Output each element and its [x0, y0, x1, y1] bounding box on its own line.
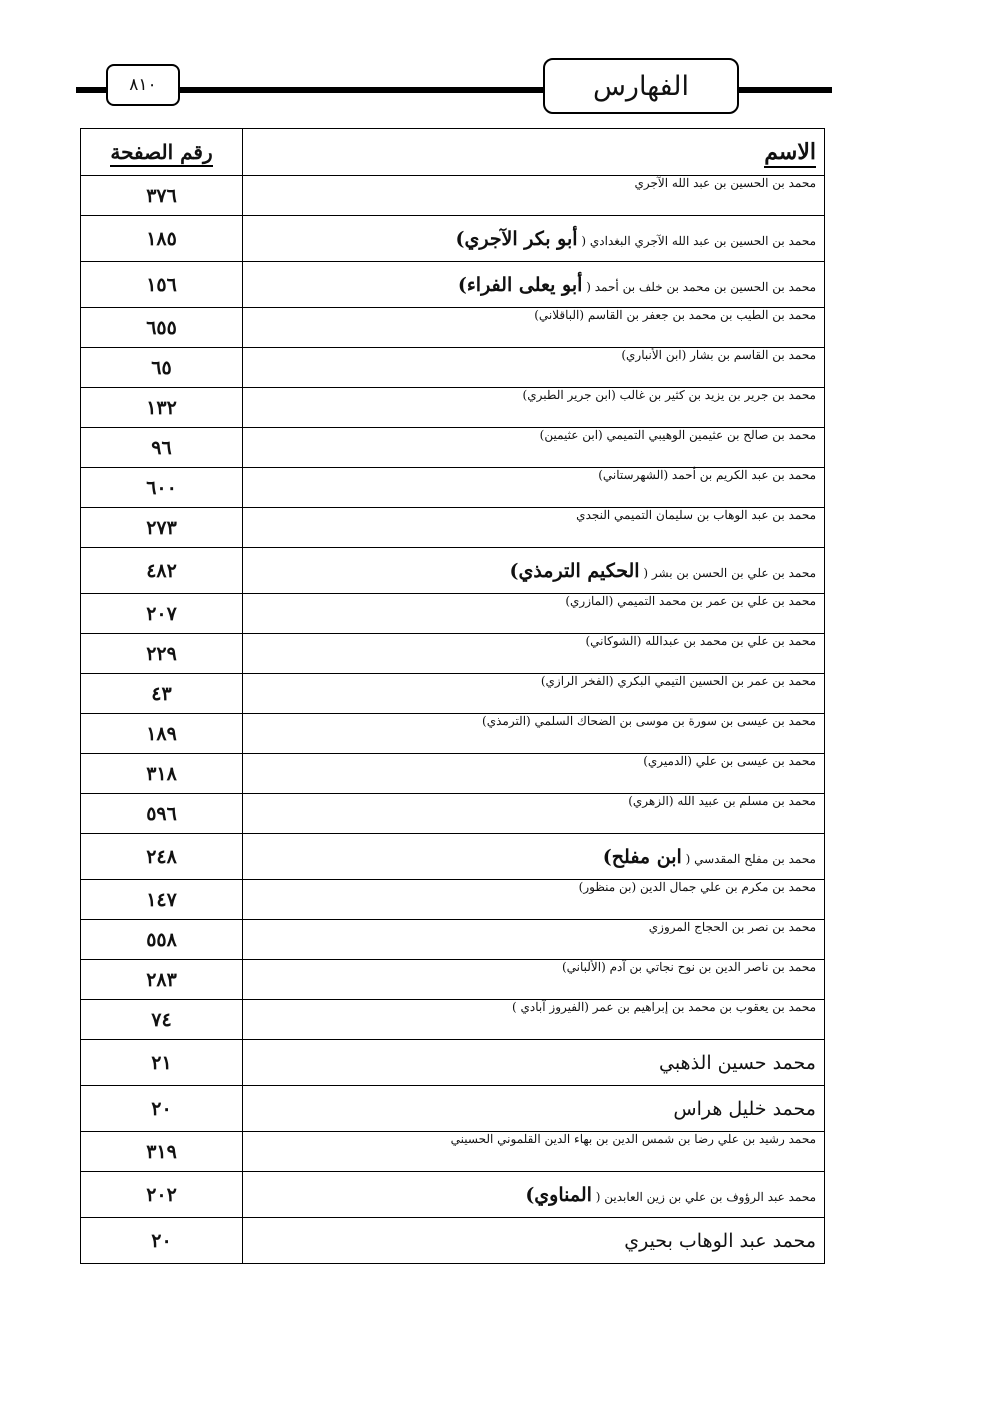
entry-name [243, 960, 825, 1000]
entry-name [243, 634, 825, 674]
entry-name-text: محمد بن جرير بن يزيد بن كثير بن غالب (ابن جرير الطبري) [522, 388, 816, 402]
table-row [81, 674, 825, 714]
index-table [80, 128, 825, 1264]
entry-name [243, 468, 825, 508]
entry-name [243, 754, 825, 794]
header-rule-right [738, 87, 832, 93]
entry-name [243, 428, 825, 468]
table-row [81, 1172, 825, 1218]
table-row [81, 388, 825, 428]
entry-page-number: ٢٠٢ [81, 1172, 243, 1218]
entry-page-number: ٥٩٦ [81, 794, 243, 834]
entry-page-number: ٣٧٦ [81, 176, 243, 216]
entry-name [243, 548, 825, 594]
column-header-name-label: الاسم [764, 139, 816, 168]
entry-name-text: محمد بن عبد الوهاب بن سليمان التميمي النجدي [576, 508, 816, 522]
entry-name [243, 594, 825, 634]
table-row [81, 468, 825, 508]
entry-page-number: ٢٧٣ [81, 508, 243, 548]
entry-page-number: ٤٣ [81, 674, 243, 714]
entry-kunya-text: المناوي) [525, 1183, 592, 1206]
entry-name-text: محمد بن علي بن عمر بن محمد التميمي (المازري) [565, 594, 816, 608]
entry-page-number: ٢٤٨ [81, 834, 243, 880]
table-row [81, 508, 825, 548]
entry-name [243, 794, 825, 834]
header-rule-left [76, 87, 108, 93]
entry-name-text: محمد بن علي بن محمد بن عبدالله (الشوكاني) [585, 634, 816, 648]
table-row [81, 308, 825, 348]
table-row [81, 176, 825, 216]
entry-name [243, 262, 825, 308]
entry-page-number: ٢٨٣ [81, 960, 243, 1000]
entry-page-number: ١٤٧ [81, 880, 243, 920]
entry-kunya-text: أبو يعلى الفراء) [457, 273, 583, 296]
entry-page-number: ٧٤ [81, 1000, 243, 1040]
entry-name-text: محمد بن عيسى بن سورة بن موسى بن الضحاك السلمي (الترمذي) [482, 714, 816, 728]
entry-page-number: ٢٠ [81, 1218, 243, 1264]
table-row [81, 548, 825, 594]
table-row [81, 960, 825, 1000]
table-row [81, 594, 825, 634]
table-header-row [81, 129, 825, 176]
entry-name-text: محمد رشيد بن علي رضا بن شمس الدين بن بهاء الدين القلموني الحسيني [450, 1132, 816, 1146]
table-row [81, 794, 825, 834]
entry-name-text: محمد بن القاسم بن بشار (ابن الأنباري) [621, 348, 816, 362]
entry-name-text: محمد بن عمر بن الحسين التيمي البكري (الفخر الرازي) [540, 674, 816, 688]
entry-page-number: ١٨٥ [81, 216, 243, 262]
entry-name [243, 1040, 825, 1086]
entry-name [243, 1172, 825, 1218]
entry-name [243, 920, 825, 960]
entry-page-number: ١٣٢ [81, 388, 243, 428]
entry-name [243, 674, 825, 714]
section-title: الفهارس [543, 58, 739, 114]
table-row [81, 754, 825, 794]
page-number: ٨١٠ [106, 64, 180, 106]
entry-name-text: محمد حسين الذهبي [658, 1051, 816, 1074]
entry-name-text: محمد بن مكرم بن علي جمال الدين (بن منظور) [578, 880, 816, 894]
column-header-name [243, 129, 825, 176]
entry-name [243, 1000, 825, 1040]
table-row [81, 1086, 825, 1132]
entry-name [243, 388, 825, 428]
entry-name [243, 508, 825, 548]
table-row [81, 262, 825, 308]
entry-page-number: ٢٠ [81, 1086, 243, 1132]
header-rule-middle [180, 87, 544, 93]
table-row [81, 834, 825, 880]
entry-page-number: ٢٢٩ [81, 634, 243, 674]
entry-page-number: ٥٥٨ [81, 920, 243, 960]
entry-page-number: ٦٠٠ [81, 468, 243, 508]
entry-page-number: ٩٦ [81, 428, 243, 468]
entry-kunya-text: ابن مفلح) [602, 845, 682, 868]
entry-name [243, 216, 825, 262]
entry-name-text: محمد بن صالح بن عثيمين الوهيبي التميمي (ابن عثيمين) [539, 428, 816, 442]
entry-page-number: ١٥٦ [81, 262, 243, 308]
entry-name [243, 880, 825, 920]
table-row [81, 1000, 825, 1040]
column-header-page [81, 129, 243, 176]
entry-name-text: محمد بن نصر بن الحجاج المروزي [648, 920, 816, 934]
table-row [81, 1218, 825, 1264]
entry-name-text: محمد بن عيسى بن علي (الدميري) [643, 754, 816, 768]
entry-name-text: محمد بن علي بن الحسن بن بشر ( [643, 565, 816, 580]
entry-name [243, 176, 825, 216]
entry-page-number: ٤٨٢ [81, 548, 243, 594]
entry-page-number: ١٨٩ [81, 714, 243, 754]
entry-name-text: محمد بن مفلح المقدسي ( [685, 851, 816, 866]
entry-page-number: ٢٠٧ [81, 594, 243, 634]
column-header-page-label: رقم الصفحة [110, 140, 212, 167]
table-row [81, 216, 825, 262]
entry-name-text: محمد بن ناصر الدين بن نوح نجاتي بن آدم (الألباني) [561, 960, 816, 974]
entry-name-text: محمد بن مسلم بن عبيد الله (الزهري) [628, 794, 816, 808]
table-row [81, 634, 825, 674]
table-row [81, 714, 825, 754]
entry-name-text: محمد بن الحسين بن عبد الله الآجري [634, 176, 816, 190]
entry-page-number: ٣١٩ [81, 1132, 243, 1172]
table-row [81, 348, 825, 388]
entry-name [243, 834, 825, 880]
entry-page-number: ٦٥ [81, 348, 243, 388]
entry-name [243, 1132, 825, 1172]
entry-kunya-text: الحكيم الترمذي) [509, 559, 640, 582]
table-row [81, 920, 825, 960]
entry-kunya-text: أبو بكر الآجري) [455, 227, 578, 250]
entry-name-text: محمد بن يعقوب بن محمد بن إبراهيم بن عمر (الفيروز آبادي ) [512, 1000, 816, 1014]
entry-name-text: محمد بن الطيب بن محمد بن جعفر بن القاسم (الباقلاني) [534, 308, 816, 322]
table-row [81, 880, 825, 920]
entry-page-number: ٦٥٥ [81, 308, 243, 348]
entry-name-text: محمد عبد الوهاب بحيري [624, 1229, 816, 1252]
table-row [81, 1132, 825, 1172]
entry-name [243, 1218, 825, 1264]
entry-name [243, 714, 825, 754]
entry-name-text: محمد بن عبد الكريم بن أحمد (الشهرستاني) [598, 468, 816, 482]
entry-name [243, 308, 825, 348]
entry-name-text: محمد عبد الرؤوف بن علي بن زين العابدين ( [595, 1189, 816, 1204]
entry-name-text: محمد بن الحسين بن محمد بن خلف بن أحمد ( [586, 279, 816, 294]
table-row [81, 1040, 825, 1086]
entry-page-number: ٢١ [81, 1040, 243, 1086]
table-row [81, 428, 825, 468]
entry-name-text: محمد خليل هراس [673, 1097, 816, 1120]
entry-name [243, 1086, 825, 1132]
entry-page-number: ٣١٨ [81, 754, 243, 794]
entry-name-text: محمد بن الحسين بن عبد الله الآجري البغدادي ( [581, 233, 816, 248]
entry-name [243, 348, 825, 388]
